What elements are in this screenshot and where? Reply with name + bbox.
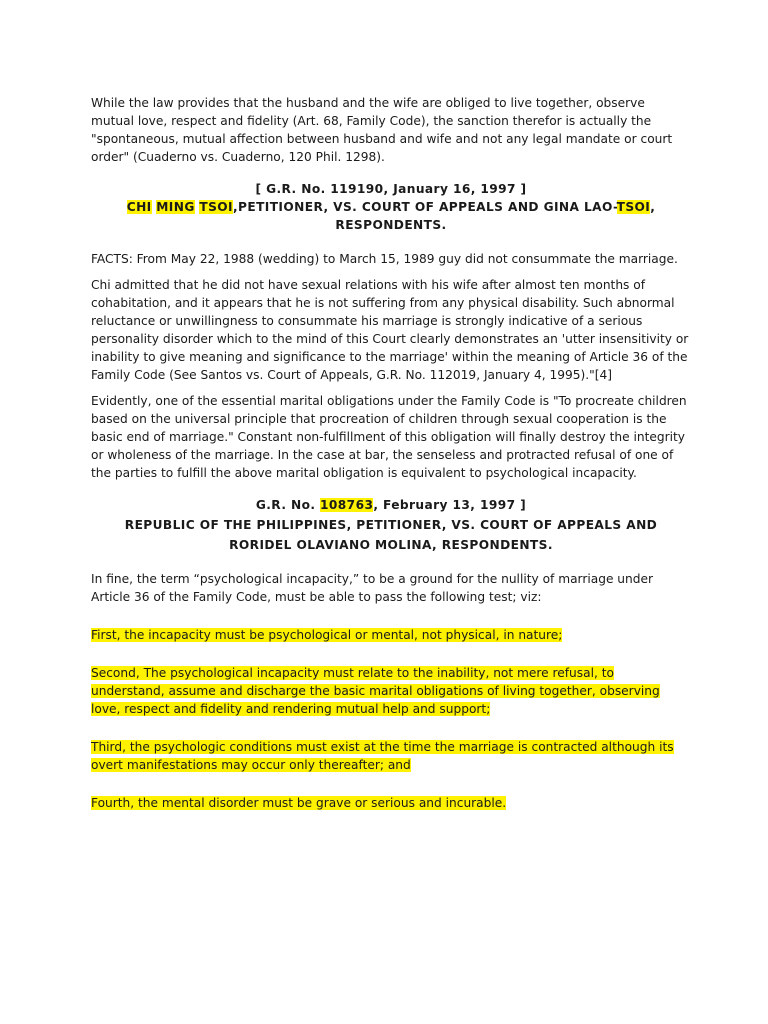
case1-title-end: ,: [650, 200, 656, 214]
test-first-text: First, the incapacity must be psychological or mental, not physical, in nature;: [91, 628, 563, 642]
case1-paragraph-3: Evidently, one of the essential marital obligations under the Family Code is "To procreate children based on the universal principle that procreation of children through sexual cooperation is the basic end of marriage." Constant non-fulfillment of this obligation will finally destroy the integrity or wholeness of the marriage. In the case at bar, the senseless and protracted refusal of one of the parties to fulfill the above marital obligation is equivalent to psychological incapacity.: [91, 394, 687, 480]
highlight-gr-108763: 108763: [320, 498, 374, 512]
highlight-ming: MING: [156, 200, 195, 214]
case2-gr-number: [91, 496, 691, 514]
case2-gr-suffix: , February 13, 1997 ]: [373, 498, 527, 512]
case2-gr-prefix: G.R. No.: [255, 498, 321, 512]
test-fourth-text: Fourth, the mental disorder must be grave or serious and incurable.: [91, 796, 507, 810]
intro-paragraph: While the law provides that the husband and the wife are obliged to live together, observe mutual love, respect and fidelity (Art. 68, Family Code), the sanction therefor is actually the "spontaneous, mutual affection between husband and wife and not any legal mandate or court order" (Cuaderno vs. Cuaderno, 120 Phil. 1298).: [91, 96, 673, 164]
test-first: [91, 626, 691, 644]
test-second: [91, 664, 691, 718]
highlight-chi: CHI: [126, 200, 152, 214]
highlight-tsoi-2: TSOI: [616, 200, 651, 214]
case1-facts: FACTS: From May 22, 1988 (wedding) to March 15, 1989 guy did not consummate the marriage.: [91, 252, 678, 266]
test-fourth: [91, 794, 691, 812]
highlight-tsoi: TSOI: [199, 200, 233, 214]
case2-title-line1: REPUBLIC OF THE PHILIPPINES, PETITIONER, VS. COURT OF APPEALS AND: [124, 518, 658, 532]
case2-title-line2: RORIDEL OLAVIANO MOLINA, RESPONDENTS.: [229, 538, 553, 552]
case1-title: [91, 198, 691, 216]
case1-gr-number: [ G.R. No. 119190, January 16, 1997 ]: [255, 182, 527, 196]
test-third: [91, 738, 691, 774]
test-second-text: Second, The psychological incapacity must relate to the inability, not mere refusal, to understand, assume and discharge the basic marital obligations of living together, observing love, respect and fidelity and rendering mutual help and support;: [91, 666, 660, 716]
case1-title-mid: ,PETITIONER, VS. COURT OF APPEALS AND GINA LAO-: [232, 200, 617, 214]
case2-infine-paragraph: In fine, the term “psychological incapacity,” to be a ground for the nullity of marriage under Article 36 of the Family Code, must be able to pass the following test; viz:: [91, 572, 654, 604]
test-third-text: Third, the psychologic conditions must exist at the time the marriage is contracted although its overt manifestations may occur only thereafter; and: [91, 740, 674, 772]
case1-title-line2: RESPONDENTS.: [335, 218, 447, 232]
document-body: [91, 94, 691, 820]
case1-paragraph-2: Chi admitted that he did not have sexual relations with his wife after almost ten months of cohabitation, and it appears that he is not suffering from any physical disability. Such abnormal reluctance or unwillingness to consummate his marriage is strongly indicative of a serious personality disorder which to the mind of this Court clearly demonstrates an 'utter insensitivity or inability to give meaning and significance to the marriage' within the meaning of Article 36 of the Family Code (See Santos vs. Court of Appeals, G.R. No. 112019, January 4, 1995)."[4]: [91, 278, 689, 382]
